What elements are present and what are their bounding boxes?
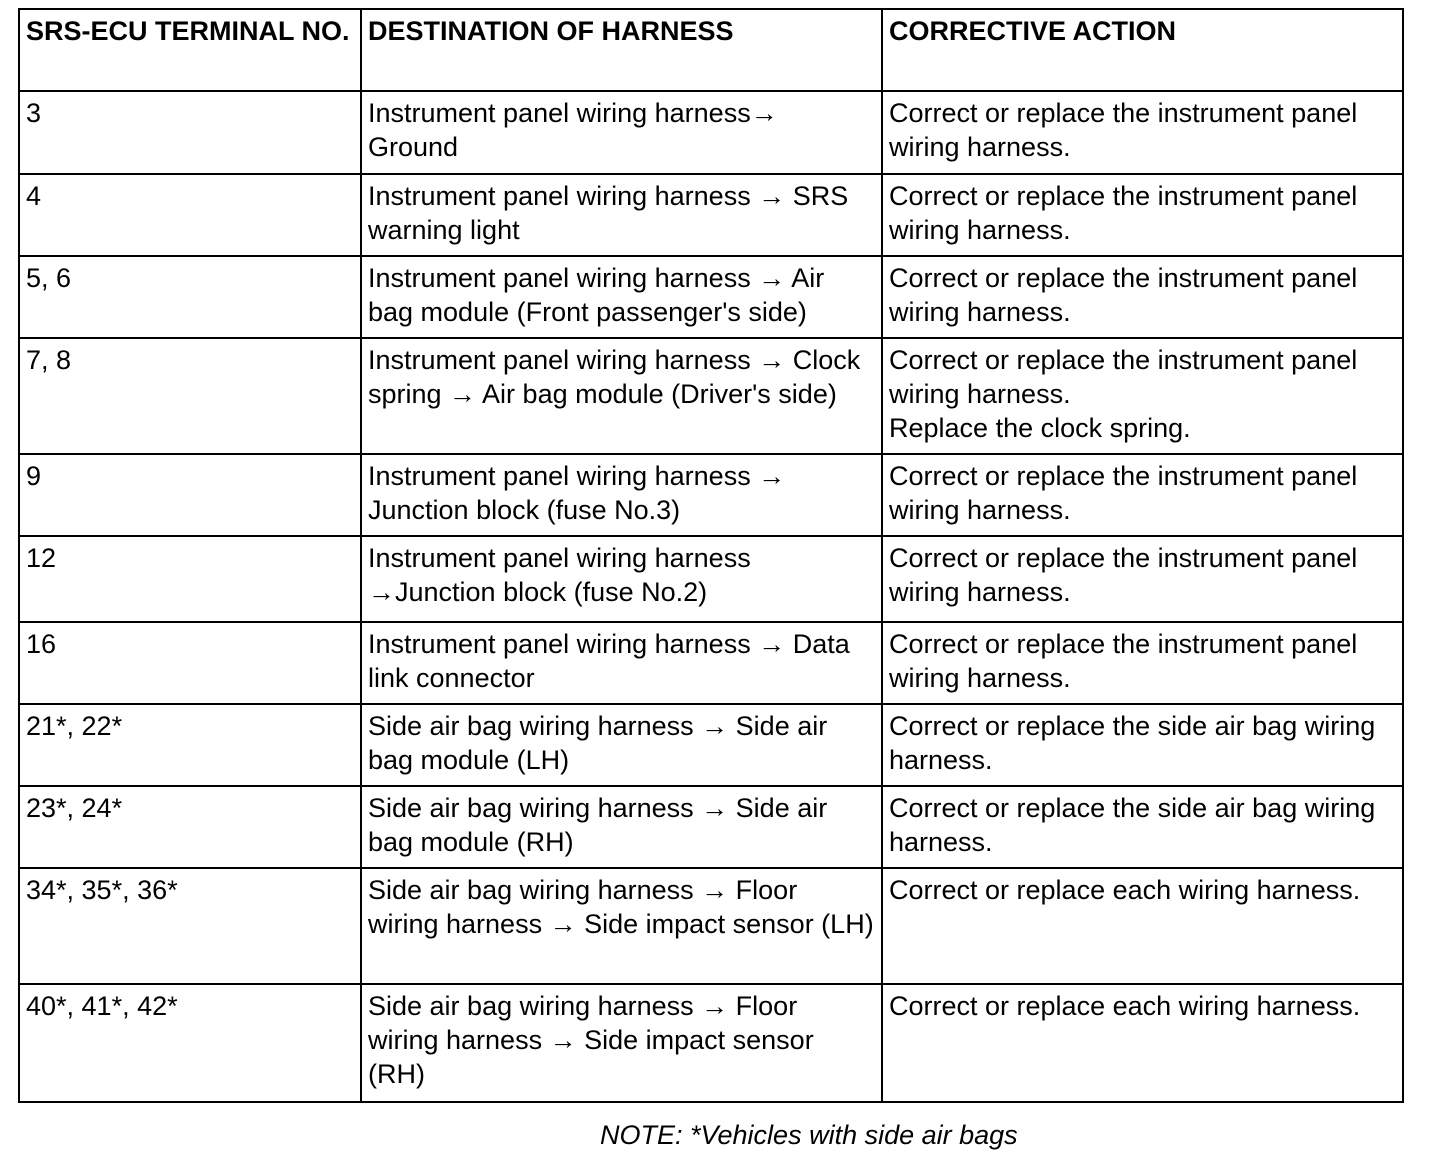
destination-cell: Side air bag wiring harness → Side air bag module (RH) (361, 786, 882, 868)
table-row (19, 256, 1403, 338)
destination-cell: Instrument panel wiring harness→ Ground (361, 91, 882, 174)
destination-cell: Side air bag wiring harness → Side air bag module (LH) (361, 704, 882, 786)
terminal-cell: 5, 6 (19, 256, 361, 338)
table-row (19, 91, 1403, 174)
action-cell: Correct or replace the side air bag wiring harness. (882, 786, 1403, 868)
footnote: NOTE: *Vehicles with side air bags (600, 1120, 1018, 1150)
header-corrective-action: CORRECTIVE ACTION (882, 9, 1403, 91)
action-cell: Correct or replace the instrument panel wiring harness. Replace the clock spring. (882, 338, 1403, 454)
terminal-cell: 4 (19, 174, 361, 256)
table-row (19, 536, 1403, 622)
destination-cell: Instrument panel wiring harness →Junction block (fuse No.2) (361, 536, 882, 622)
table-row (19, 984, 1403, 1102)
action-cell: Correct or replace the instrument panel wiring harness. (882, 622, 1403, 704)
table-row (19, 454, 1403, 536)
table-row (19, 704, 1403, 786)
terminal-cell: 23*, 24* (19, 786, 361, 868)
action-cell: Correct or replace the side air bag wiring harness. (882, 704, 1403, 786)
terminal-cell: 12 (19, 536, 361, 622)
table-row (19, 868, 1403, 984)
action-cell: Correct or replace the instrument panel wiring harness. (882, 91, 1403, 174)
table-row (19, 622, 1403, 704)
destination-cell: Instrument panel wiring harness → Air bag module (Front passenger's side) (361, 256, 882, 338)
destination-cell: Instrument panel wiring harness → Junction block (fuse No.3) (361, 454, 882, 536)
action-cell: Correct or replace the instrument panel wiring harness. (882, 174, 1403, 256)
table-row (19, 174, 1403, 256)
header-destination: DESTINATION OF HARNESS (361, 9, 882, 91)
table-row (19, 786, 1403, 868)
terminal-cell: 21*, 22* (19, 704, 361, 786)
terminal-cell: 34*, 35*, 36* (19, 868, 361, 984)
destination-cell: Side air bag wiring harness → Floor wiring harness → Side impact sensor (RH) (361, 984, 882, 1102)
destination-cell: Side air bag wiring harness → Floor wiring harness → Side impact sensor (LH) (361, 868, 882, 984)
terminal-cell: 7, 8 (19, 338, 361, 454)
table-row (19, 338, 1403, 454)
srs-ecu-terminal-table (18, 8, 1404, 1103)
terminal-cell: 40*, 41*, 42* (19, 984, 361, 1102)
destination-cell: Instrument panel wiring harness → Data link connector (361, 622, 882, 704)
header-row (19, 9, 1403, 91)
terminal-cell: 3 (19, 91, 361, 174)
destination-cell: Instrument panel wiring harness → SRS warning light (361, 174, 882, 256)
action-cell: Correct or replace each wiring harness. (882, 984, 1403, 1102)
action-cell: Correct or replace the instrument panel wiring harness. (882, 256, 1403, 338)
action-cell: Correct or replace the instrument panel wiring harness. (882, 454, 1403, 536)
destination-cell: Instrument panel wiring harness → Clock spring → Air bag module (Driver's side) (361, 338, 882, 454)
header-terminal: SRS-ECU TERMINAL NO. (19, 9, 361, 91)
action-cell: Correct or replace each wiring harness. (882, 868, 1403, 984)
terminal-cell: 9 (19, 454, 361, 536)
action-cell: Correct or replace the instrument panel wiring harness. (882, 536, 1403, 622)
terminal-cell: 16 (19, 622, 361, 704)
